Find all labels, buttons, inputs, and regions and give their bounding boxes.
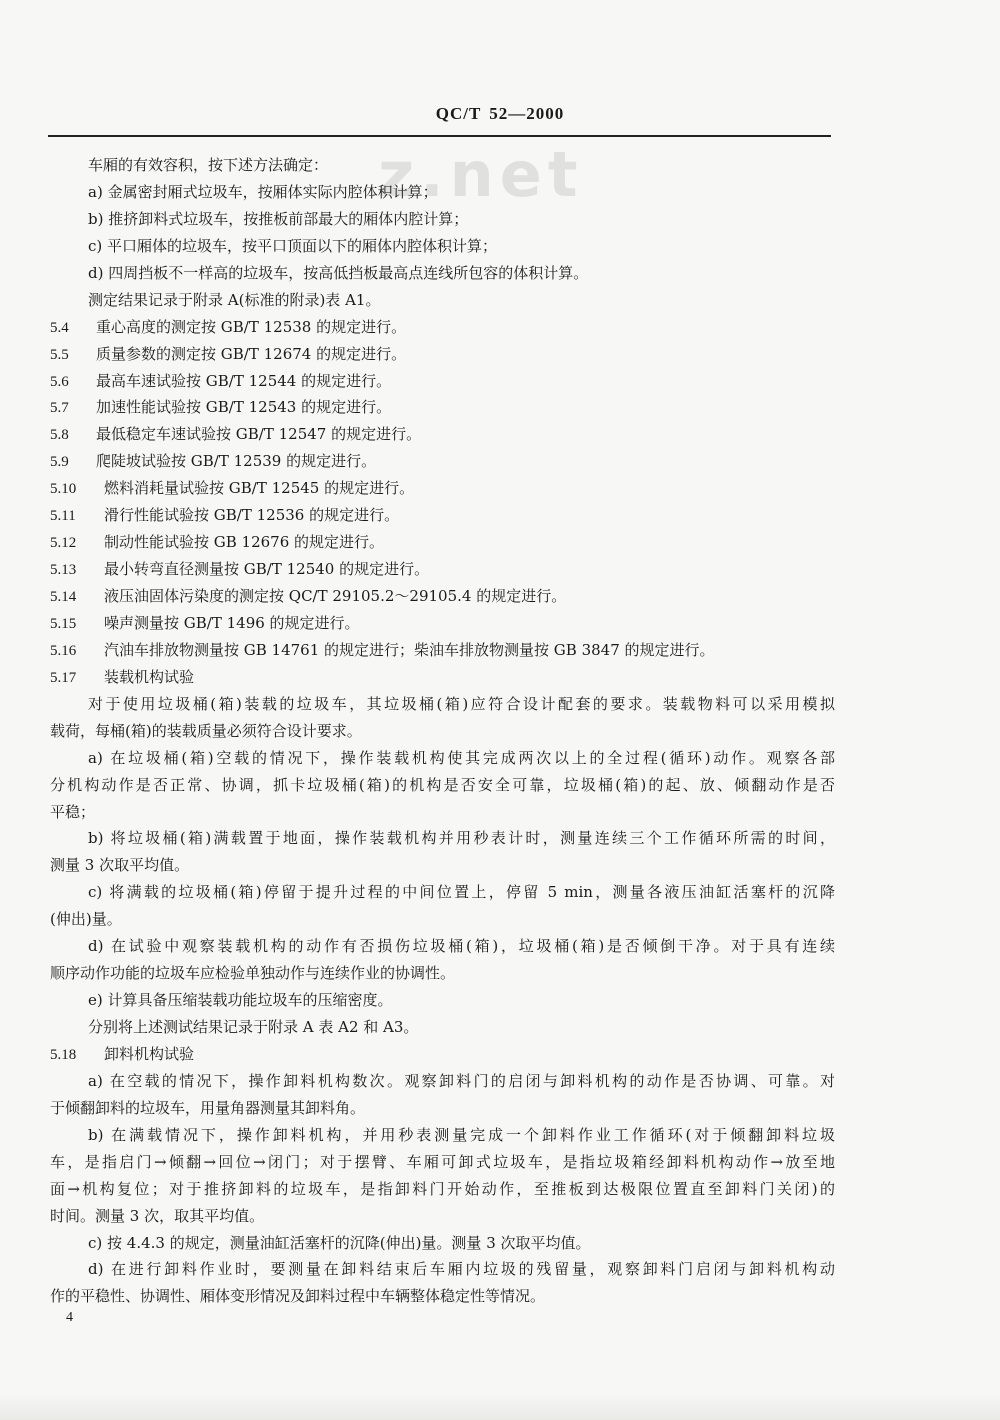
line-text: (伸出)量。: [50, 910, 122, 929]
line-text: a) 金属密封厢式垃圾车，按厢体实际内腔体积计算；: [88, 182, 438, 201]
body-text: [0, 152, 1000, 1310]
text-line: [0, 287, 1000, 314]
text-line: [0, 1014, 1000, 1041]
text-line: [0, 1095, 1000, 1122]
line-text: d) 在试验中观察装载机构的动作有否损伤垃圾桶(箱)，垃圾桶(箱)是否倾倒干净。对于具有连续: [88, 937, 835, 956]
line-text: 质量参数的测定按 GB/T 12674 的规定进行。: [96, 344, 407, 363]
scan-edge: [0, 1394, 1000, 1420]
section-line: [0, 556, 1000, 583]
line-text: 对于使用垃圾桶(箱)装载的垃圾车，其垃圾桶(箱)应符合设计配套的要求。装载物料可以采用模拟: [88, 694, 835, 713]
text-line: [0, 825, 835, 852]
line-text: d) 在进行卸料作业时，要测量在卸料结束后车厢内垃圾的残留量，观察卸料门启闭与卸料机构动: [88, 1260, 835, 1279]
section-number: 5.11: [50, 508, 76, 525]
watermark: z.net: [378, 138, 584, 211]
section-number: 5.18: [50, 1046, 77, 1063]
text-line: [0, 799, 1000, 826]
text-line: [0, 1068, 835, 1095]
text-line: [0, 772, 835, 799]
line-text: 最高车速试验按 GB/T 12544 的规定进行。: [96, 371, 392, 390]
line-text: c) 按 4.4.3 的规定，测量油缸活塞杆的沉降(伸出)量。测量 3 次取平均值。: [88, 1233, 591, 1252]
line-text: 载荷，每桶(箱)的装载质量必须符合设计要求。: [50, 721, 362, 740]
text-line: [0, 852, 1000, 879]
text-line: [0, 1176, 835, 1203]
text-line: [0, 1256, 835, 1283]
line-text: b) 在满载情况下，操作卸料机构，并用秒表测量完成一个卸料作业工作循环(对于倾翻卸料垃圾: [88, 1125, 835, 1144]
line-text: a) 在垃圾桶(箱)空载的情况下，操作装载机构使其完成两次以上的全过程(循环)动作。观察各部: [88, 748, 835, 767]
section-number: 5.16: [50, 642, 77, 659]
text-line: [0, 933, 835, 960]
text-line: [0, 233, 1000, 260]
section-line: [0, 475, 1000, 502]
text-line: [0, 960, 1000, 987]
line-text: 液压油固体污染度的测定按 QC/T 29105.2～29105.4 的规定进行。: [104, 587, 567, 605]
text-line: [0, 206, 1000, 233]
section-line: [0, 529, 1000, 556]
text-line: [0, 745, 835, 772]
section-line: [0, 502, 1000, 529]
line-text: 噪声测量按 GB/T 1496 的规定进行。: [104, 613, 360, 632]
line-text: 加速性能试验按 GB/T 12543 的规定进行。: [96, 398, 392, 417]
line-text: 爬陡坡试验按 GB/T 12539 的规定进行。: [96, 452, 377, 471]
section-line: [0, 583, 1000, 610]
line-text: 重心高度的测定按 GB/T 12538 的规定进行。: [96, 317, 407, 336]
line-text: 顺序动作功能的垃圾车应检验单独动作与连续作业的协调性。: [50, 964, 456, 983]
line-text: 车厢的有效容积，按下述方法确定：: [88, 156, 329, 174]
line-text: c) 将满载的垃圾桶(箱)停留于提升过程的中间位置上，停留 5 min，测量各液压油缸活塞杆的沉降: [88, 883, 835, 902]
text-line: [0, 987, 1000, 1014]
line-text: 面→机构复位；对于推挤卸料的垃圾车，是指卸料门开始动作，至推板到达极限位置直至卸料门关闭)的: [50, 1179, 835, 1198]
text-line: [0, 1122, 835, 1149]
section-line: [0, 610, 1000, 637]
section-number: 5.7: [50, 400, 69, 417]
section-number: 5.14: [50, 589, 77, 605]
section-number: 5.8: [50, 427, 69, 444]
section-line: [0, 664, 1000, 691]
text-line: [0, 1203, 1000, 1230]
line-text: 车，是指启门→倾翻→回位→闭门；对于摆臂、车厢可卸式垃圾车，是指垃圾箱经卸料机构动作→放至地: [50, 1152, 835, 1171]
line-text: 滑行性能试验按 GB/T 12536 的规定进行。: [104, 506, 400, 525]
line-text: 汽油车排放物测量按 GB 14761 的规定进行；柴油车排放物测量按 GB 3847 的规定进行。: [104, 640, 715, 659]
line-text: 分别将上述测试结果记录于附录 A 表 A2 和 A3。: [88, 1018, 419, 1036]
line-text: b) 将垃圾桶(箱)满载置于地面，操作装载机构并用秒表计时，测量连续三个工作循环所需的时间，: [88, 829, 835, 848]
line-text: b) 推挤卸料式垃圾车，按推板前部最大的厢体内腔计算；: [88, 209, 469, 228]
line-text: a) 在空载的情况下，操作卸料机构数次。观察卸料门的启闭与卸料机构的动作是否协调、可靠。对: [88, 1071, 835, 1090]
line-text: d) 四周挡板不一样高的垃圾车，按高低挡板最高点连线所包容的体积计算。: [88, 263, 589, 282]
section-number: 5.13: [50, 562, 77, 579]
text-line: [0, 1149, 835, 1176]
section-number: 5.12: [50, 535, 77, 552]
line-text: c) 平口厢体的垃圾车，按平口顶面以下的厢体内腔体积计算；: [88, 236, 498, 255]
section-number: 5.5: [50, 346, 69, 363]
page-number: 4: [66, 1310, 73, 1325]
line-text: 分机构动作是否正常、协调，抓卡垃圾桶(箱)的机构是否安全可靠，垃圾桶(箱)的起、放、倾翻动作是否: [50, 775, 835, 794]
section-line: [0, 394, 1000, 421]
line-text: 作的平稳性、协调性、厢体变形情况及卸料过程中车辆整体稳定性等情况。: [50, 1287, 546, 1306]
text-line: [0, 879, 835, 906]
section-line: [0, 368, 1000, 395]
section-line: [0, 637, 1000, 664]
text-line: [0, 691, 835, 718]
section-line: [0, 421, 1000, 448]
line-text: 最小转弯直径测量按 GB/T 12540 的规定进行。: [104, 560, 430, 579]
text-line: [0, 718, 1000, 745]
line-text: 测量 3 次取平均值。: [50, 856, 190, 875]
text-line: [0, 179, 1000, 206]
line-text: 于倾翻卸料的垃圾车，用量角器测量其卸料角。: [50, 1098, 366, 1117]
section-number: 5.9: [50, 454, 69, 471]
section-number: 5.15: [50, 615, 77, 632]
line-text: 最低稳定车速试验按 GB/T 12547 的规定进行。: [96, 425, 422, 444]
section-line: [0, 341, 1000, 368]
section-number: 5.4: [50, 319, 69, 336]
line-text: 卸料机构试验: [104, 1044, 195, 1063]
section-number: 5.6: [50, 373, 69, 390]
line-text: 测定结果记录于附录 A(标准的附录)表 A1。: [88, 290, 381, 309]
section-number: 5.17: [50, 669, 77, 686]
line-text: 时间。测量 3 次，取其平均值。: [50, 1206, 265, 1225]
header-rule: [48, 135, 831, 137]
text-line: [0, 1230, 1000, 1257]
line-text: e) 计算具备压缩装载功能垃圾车的压缩密度。: [88, 991, 393, 1010]
section-number: 5.10: [50, 481, 77, 498]
text-line: [0, 260, 1000, 287]
text-line: [0, 906, 1000, 933]
standard-code-header: QC/T 52—2000: [435, 104, 565, 123]
text-line: [0, 1283, 1000, 1310]
text-line: [0, 152, 1000, 179]
line-text: 装载机构试验: [104, 667, 195, 686]
line-text: 平稳；: [50, 802, 96, 821]
section-line: [0, 314, 1000, 341]
section-line: [0, 1041, 1000, 1068]
line-text: 制动性能试验按 GB 12676 的规定进行。: [104, 533, 385, 552]
line-text: 燃料消耗量试验按 GB/T 12545 的规定进行。: [104, 479, 415, 498]
section-line: [0, 448, 1000, 475]
